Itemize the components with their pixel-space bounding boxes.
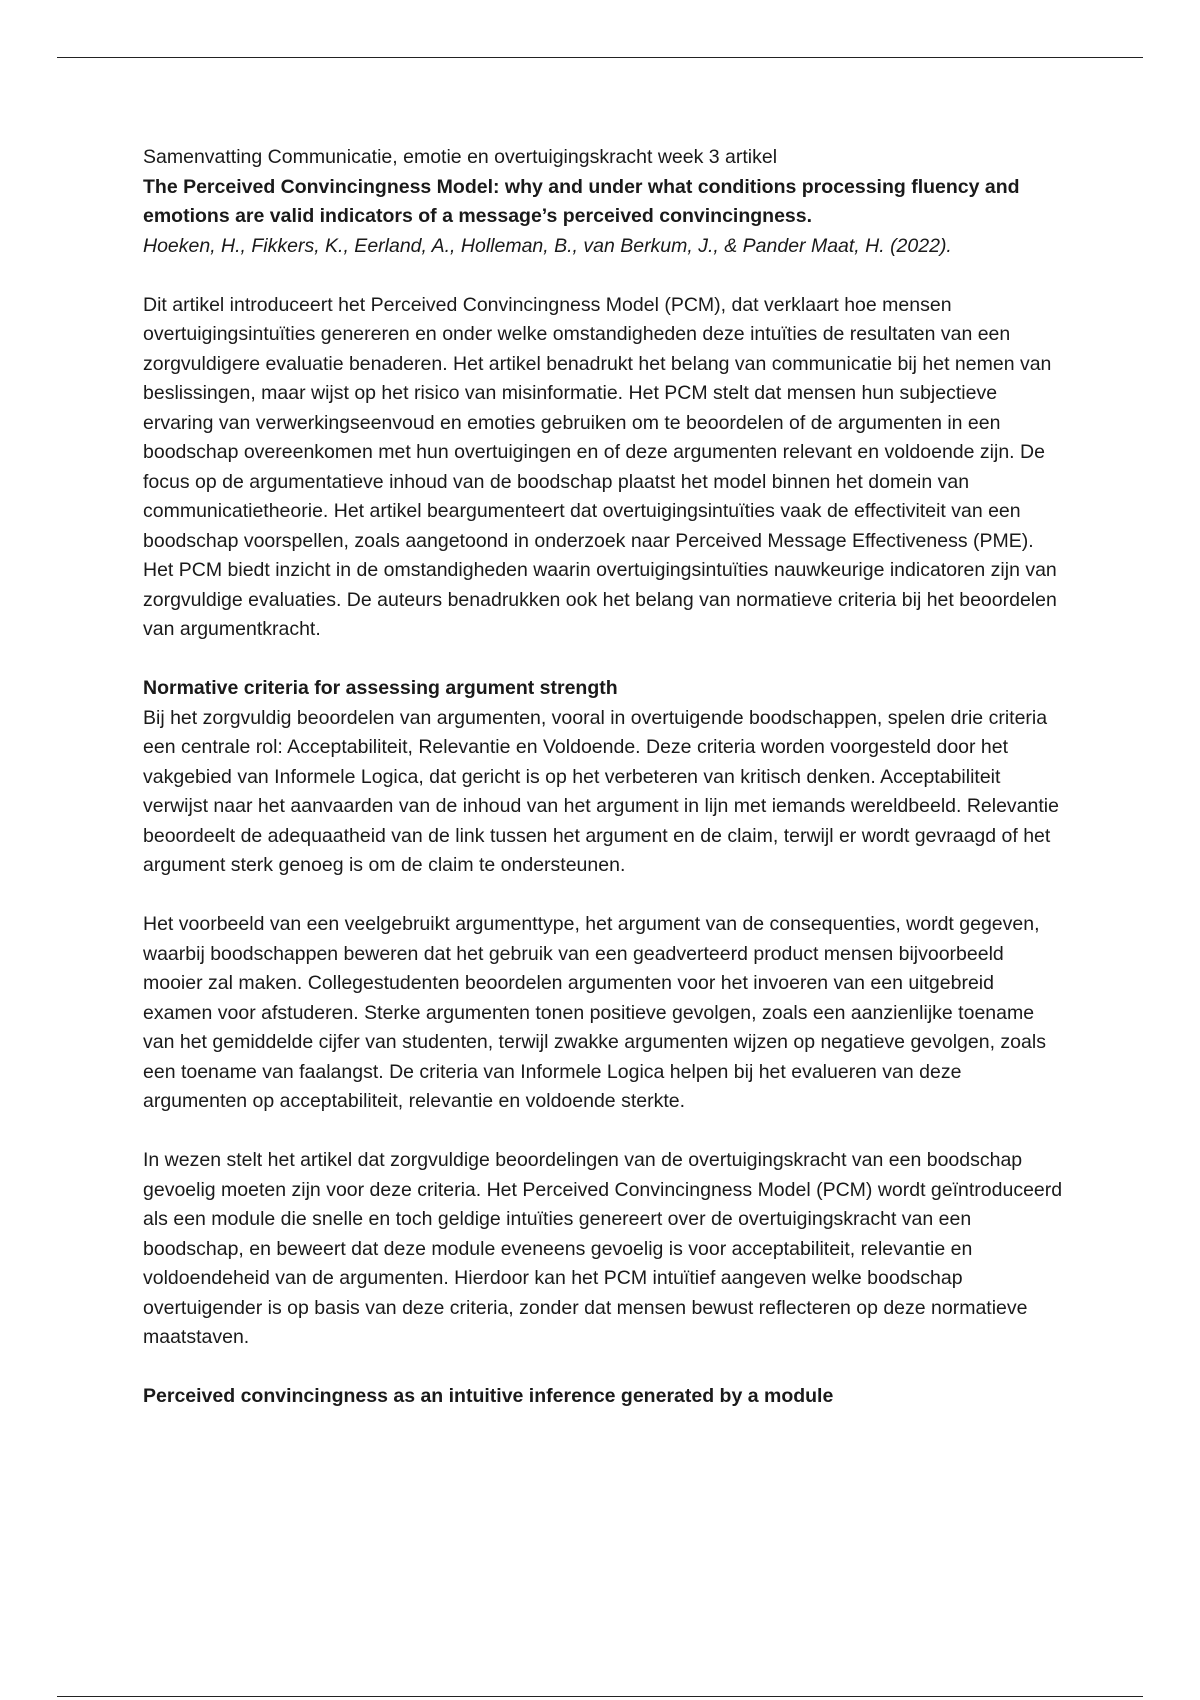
spacer [143,1117,1063,1147]
spacer [143,645,1063,675]
document-body [143,143,1063,1412]
section-paragraph: Bij het zorgvuldig beoordelen van argumenten, vooral in overtuigende boodschappen, spelen drie criteria een centrale rol: Acceptabiliteit, Relevantie en Voldoende. Deze criteria worden voorgesteld door het vakgebied van Informele Logica, dat gericht is op het verbeteren van kritisch denken. Acceptabiliteit verwijst naar het aanvaarden van de inhoud van het argument in lijn met iemands wereldbeeld. Relevantie beoordeelt de adequaatheid van de link tussen het argument en de claim, terwijl er wordt gevraagd of het argument sterk genoeg is om de claim te ondersteunen. [143,706,1059,876]
intro-paragraph: Dit artikel introduceert het Perceived Convincingness Model (PCM), dat verklaart hoe mensen overtuigingsintuïties genereren en onder welke omstandigheden deze intuïties de resultaten van een zorgvuldigere evaluatie benaderen. Het artikel benadrukt het belang van communicatie bij het nemen van beslissingen, maar wijst op het risico van misinformatie. Het PCM stelt dat mensen hun subjectieve ervaring van verwerkingseenvoud en emoties gebruiken om te beoordelen of de argumenten in een boodschap overeenkomen met hun overtuigingen en of deze argumenten relevant en voldoende zijn. De focus op de argumentatieve inhoud van de boodschap plaatst het model binnen het domein van communicatietheorie. Het artikel beargumenteert dat overtuigingsintuïties vaak de effectiviteit van een boodschap voorspellen, zoals aangetoond in onderzoek naar Perceived Message Effectiveness (PME). Het PCM biedt inzicht in de omstandigheden waarin overtuigingsintuïties nauwkeurige indicatoren zijn van zorgvuldige evaluaties. De auteurs benadrukken ook het belang van normatieve criteria bij het beoordelen van argumentkracht. [143,293,1057,640]
section-paragraph: Het voorbeeld van een veelgebruikt argumenttype, het argument van de consequenties, wordt gegeven, waarbij boodschappen beweren dat het gebruik van een geadverteerd product mensen bijvoorbeeld mooier zal maken. Collegestudenten beoordelen argumenten voor het invoeren van een uitgebreid examen voor afstuderen. Sterke argumenten tonen positieve gevolgen, zoals een aanzienlijke toename van het gemiddelde cijfer van studenten, terwijl zwakke argumenten wijzen op negatieve gevolgen, zoals een toename van faalangst. De criteria van Informele Logica helpen bij het evalueren van deze argumenten op acceptabiliteit, relevantie en voldoende sterkte. [143,913,1046,1112]
document-subtitle: Samenvatting Communicatie, emotie en overtuigingskracht week 3 artikel [143,146,778,168]
spacer [143,881,1063,911]
spacer [143,1353,1063,1383]
section-paragraph: In wezen stelt het artikel dat zorgvuldige beoordelingen van de overtuigingskracht van een boodschap gevoelig moeten zijn voor deze criteria. Het Perceived Convincingness Model (PCM) wordt geïntroduceerd als een module die snelle en toch geldige intuïties genereert over de overtuigingskracht van een boodschap, en beweert dat deze module eveneens gevoelig is voor acceptabiliteit, relevantie en voldoendeheid van de argumenten. Hierdoor kan het PCM intuïtief aangeven welke boodschap overtuigender is op basis van deze criteria, zonder dat mensen bewust reflecteren op deze normatieve maatstaven. [143,1149,1063,1348]
document-citation: Hoeken, H., Fikkers, K., Eerland, A., Holleman, B., van Berkum, J., & Pander Maat, H. (2022). [143,234,952,257]
section-heading-normative-criteria: Normative criteria for assessing argument strength [143,677,618,699]
top-divider [57,57,1143,58]
bottom-divider [57,1696,1143,1697]
spacer [143,261,1063,291]
section-heading-perceived-convincingness: Perceived convincingness as an intuitive inference generated by a module [143,1385,834,1407]
document-title: The Perceived Convincingness Model: why and under what conditions processing fluency and emotions are valid indicators of a message’s perceived convincingness. [143,175,1020,227]
